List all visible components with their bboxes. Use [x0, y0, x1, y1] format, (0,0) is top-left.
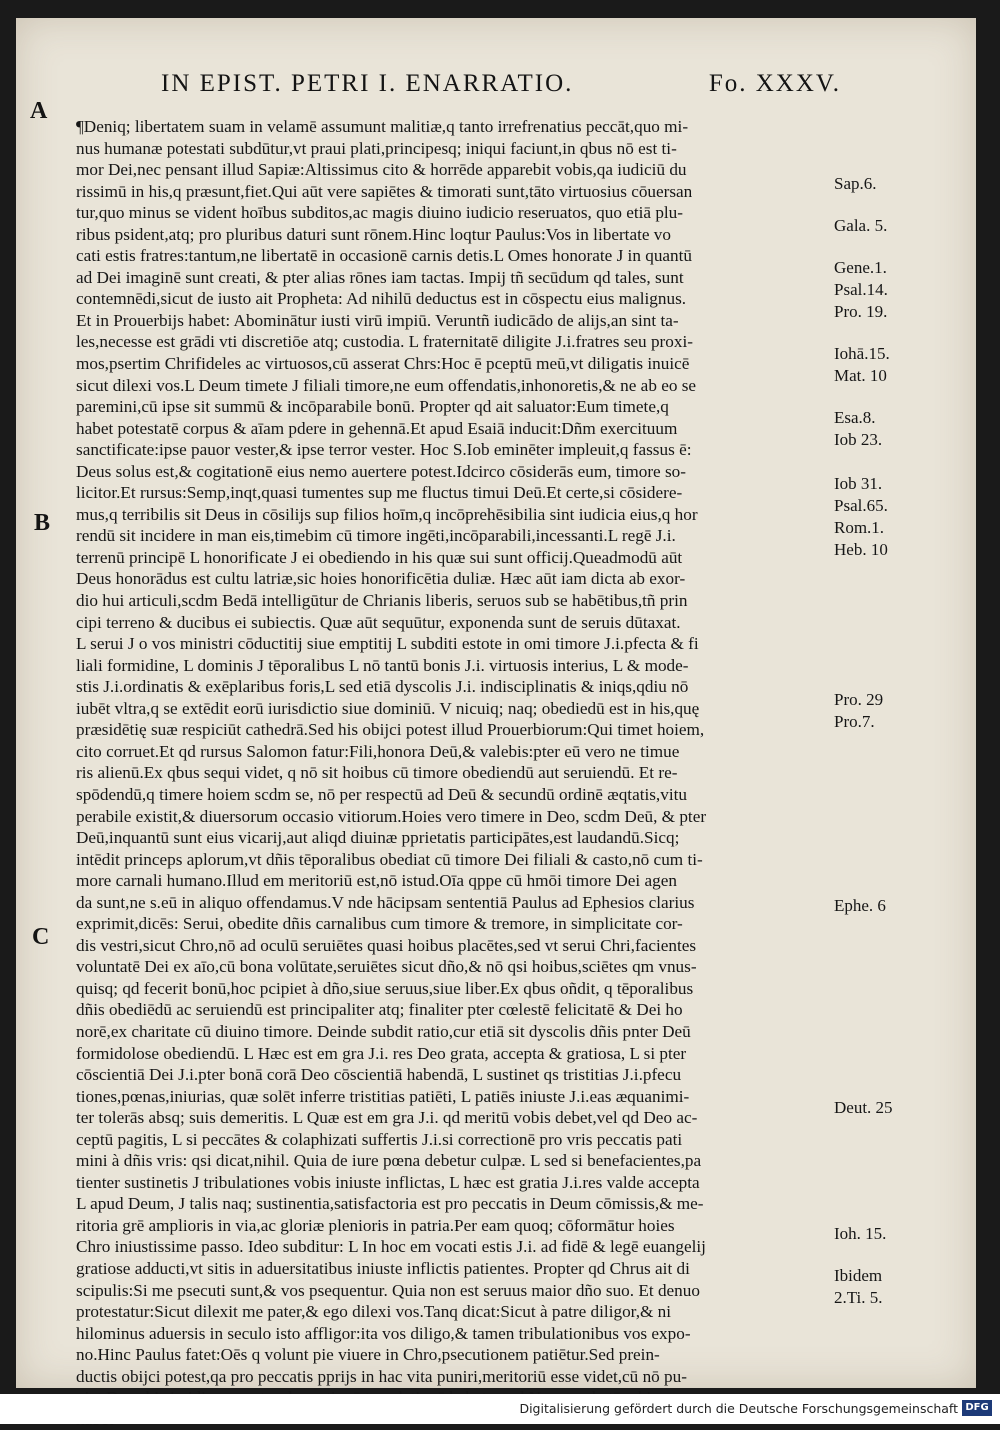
text-line: sanctificate:ipse pauor vester,& ipse terror vester. Hoc S.Iob eminēter impleuit,q fassus ē: — [76, 440, 692, 460]
book-page — [16, 18, 976, 1388]
margin-note: Ephe. 6 — [834, 896, 886, 915]
text-line: exprimit,dicēs: Serui, obedite dñis carnalibus cum timore & tremore, in simplicitate cor- — [76, 914, 683, 934]
text-line: L serui J o vos ministri cōductitij siue emptitij L subditi estote in omi timore J.i.pfecta & fi — [76, 634, 699, 654]
margin-note: Gene.1. — [834, 258, 887, 277]
text-line: voluntatē Dei ex aīo,cū bona volūtate,seruiētes sicut dño,& nō qsi hoibus,sciētes qm vnus- — [76, 957, 697, 977]
text-line: dñis obediēdū ac seruiendū est principaliter atq; finaliter pter cœlestē felicitatē & Dei ho — [76, 1000, 683, 1020]
text-line: scipulis:Si me psecuti sunt,& vos psequentur. Quia non est seruus maior dño suo. Et denuo — [76, 1280, 700, 1300]
text-line: stis J.i.ordinatis & exēplaribus foris,L sed etiā dyscolis J.i. indisciplinatis & iniqs,qdiu nō — [76, 677, 689, 697]
text-line: Chro iniustissime passo. Ideo subditur: L In hoc em vocati estis J.i. ad fidē & legē euangelij — [76, 1237, 706, 1257]
margin-note: Pro.7. — [834, 712, 875, 731]
margin-note: Ibidem — [834, 1266, 883, 1285]
footer-credit: Digitalisierung gefördert durch die Deutsche Forschungsgemeinschaft — [519, 1401, 958, 1416]
text-line: sicut dilexi vos.L Deum timete J filiali timore,ne eum offendatis,inhonoretis,& ne ab eo se — [76, 375, 697, 395]
margin-note: Esa.8. — [834, 408, 876, 427]
text-line: more carnali humano.Illud em meritoriū est,nō istud.Oīa qppe cū hmōi timore Dei agen — [76, 871, 677, 891]
text-line: dio hui articuli,scdm Bedā intelligūtur de Chrianis liberis, seruos sub se habētibus,tñ prin — [76, 591, 688, 611]
body-text — [76, 116, 828, 1396]
margin-note: Psal.14. — [834, 280, 888, 299]
text-line: nus humanæ potestati subdūtur,vt praui plati,principesq; iniqui faciunt,in qbus nō est ti- — [76, 138, 677, 158]
text-line: liali formidine, L dominis J tēporalibus L nō tantū bonis J.i. virtuosis interius, L & mode- — [76, 655, 689, 675]
margin-note: Pro. 29 — [834, 690, 884, 709]
running-title: IN EPIST. PETRI I. ENARRATIO. — [161, 70, 574, 97]
text-line: Deū,inquantū sunt eius vicarij,aut aliqd diuinæ pprietatis participātes,est laudandū.Sicq; — [76, 828, 680, 848]
text-line: quisq; qd fecerit bonū,hoc pcipiet à dño,siue seruus,siue liber.Ex qbus oñdit, q tēporalibus — [76, 978, 694, 998]
running-header — [161, 62, 841, 102]
section-marker-c: C — [32, 924, 50, 950]
text-line: mor Dei,nec pensant illud Sapiæ:Altissimus cito & horrēde apparebit vobis,qa iudiciū du — [76, 160, 687, 180]
text-line: tiones,pœnas,iniurias, quæ solēt inferre tristitias patiēti, L patiēs iniuste J.i.eas æquanimi- — [76, 1086, 690, 1106]
text-line: ribus psident,atq; pro pluribus daturi sunt rōnem.Hinc loqtur Paulus:Vos in libertate vo — [76, 224, 671, 244]
text-line: ris alienū.Ex qbus sequi videt, q nō sit hoibus cū timore obediendū aut seruiendū. Et re- — [76, 763, 678, 783]
text-line: intēdit princeps aplorum,vt dñis tēporalibus obediat cū timore Dei filiali & casto,nō cum ti- — [76, 849, 703, 869]
text-line: terrenū principē L honorificate J ei obediendo in his quæ sui sunt officij.Queadmodū aūt — [76, 547, 683, 567]
text-line: ter tolerās absq; suis demeritis. L Quæ est em gra J.i. qd meritū vobis debet,vel qd Deo ac- — [76, 1108, 698, 1128]
text-line: tur,quo minus se vident hoībus subditos,ac magis diuino iudicio reseruatos, quo etiā plu- — [76, 203, 684, 223]
text-line: no.Hinc Paulus fatet:Oēs q volunt pie viuere in Chro,psecutionem patiētur.Sed prein- — [76, 1345, 660, 1365]
margin-note: Iob 31. — [834, 474, 883, 493]
margin-note: Ioh. 15. — [834, 1224, 887, 1243]
margin-note: Iohā.15. — [834, 344, 890, 363]
text-line: habet potestatē corpus & aīam pdere in gehennā.Et apud Esaiā inducit:Dñm exercituum — [76, 418, 678, 438]
text-line: tienter sustinetis J tribulationes vobis iniuste inflictas, L hæc est gratia J.i.res valde accepta — [76, 1172, 700, 1192]
margin-note: Heb. 10 — [834, 540, 888, 559]
dfg-logo: DFG — [962, 1400, 992, 1416]
text-line: Deus solus est,& cogitationē eius nemo auertere potest.Idcirco cōsiderās eum, timore so- — [76, 461, 686, 481]
margin-note: Deut. 25 — [834, 1098, 893, 1117]
text-line: ad Dei imaginē sunt creati, & pter alias rōnes iam tactas. Impij tñ secūdum qd tales, sunt — [76, 267, 684, 287]
text-line: formidolose obediendū. L Hæc est em gra J.i. res Deo grata, accepta & gratiosa, L si pter — [76, 1043, 687, 1063]
margin-note: Psal.65. — [834, 496, 888, 515]
margin-note: Rom.1. — [834, 518, 885, 537]
text-line: dis vestri,sicut Chro,nō ad oculū seruiētes quasi hoibus placētes,sed vt serui Chri,facientes — [76, 935, 697, 955]
text-line: licitor.Et rursus:Semp,inqt,quasi tumentes sup me fluctus timui Deū.Et certe,si cōsidere- — [76, 483, 683, 503]
text-line: cito corruet.Et qd rursus Salomon fatur:Fili,honora Deū,& valebis:pter eū vero ne timue — [76, 741, 680, 761]
text-line: protestatur:Sicut dilexit me pater,& ego dilexi vos.Tanq dicat:Sicut à patre diligor,& ni — [76, 1302, 672, 1322]
text-line: Deus honorādus est cultu latriæ,sic hoies honorificētia duliæ. Hæc aūt iam dicta ab exor- — [76, 569, 686, 589]
margin-note: Iob 23. — [834, 430, 883, 449]
text-line: perabile existit,& diuersorum occasio vitiorum.Hoies vero timere in Deo, scdm Deū, & pter — [76, 806, 707, 826]
margin-note: Pro. 19. — [834, 302, 888, 321]
text-line: gratiose adducti,vt sitis in aduersitatibus iniuste inflictis patientes. Propter qd Chrus ait di — [76, 1258, 690, 1278]
text-line: L apud Deum, J talis naq; sustinentia,satisfactoria est pro peccatis in Deum cōmissis,& me- — [76, 1194, 704, 1214]
text-line: mus,q terribilis sit Deus in cōsilijs sup filios hoīm,q incōprehēsibilia sint iudicia eius,q hor — [76, 504, 698, 524]
text-line: ritoria grē amplioris in via,ac gloriæ plenioris in patria.Per eam quoq; cōformātur hoies — [76, 1215, 675, 1235]
text-line: les,necesse est grādi vti discretiōe atq; custodia. L fraternitatē diligite J.i.fratres seu proxi- — [76, 332, 693, 352]
text-line: iubēt vltra,q se extēdit eorū iurisdictio siue dominiū. V nicuiq; naq; obediedū est in his,quę — [76, 698, 700, 718]
section-marker-a: A — [30, 98, 48, 124]
text-line: hilominus aduersis in seculo isto affligor:ita vos diligo,& tamen tribulationibus vos expo- — [76, 1323, 691, 1343]
text-line: ¶Deniq; libertatem suam in velamē assumunt malitiæ,q tanto irrefrenatius peccāt,quo mi- — [76, 117, 689, 136]
text-line: ductis obijci potest,qa pro peccatis pprijs in hac vita puniri,meritoriū esse videt,cū nō pu- — [76, 1366, 687, 1386]
text-line: ceptū pagitis, L si peccātes & colaphizati suffertis J.i.si correctionē pro vris peccatis pati — [76, 1129, 683, 1149]
text-line: mini à dñis vris: qsi dicat,nihil. Quia de iure pœna debetur culpæ. L sed si benefacientes,pa — [76, 1151, 702, 1171]
text-line: norē,ex charitate cū diuino timore. Deinde subdit ratio,cur etiā sit dyscolis dñis pnter Deū — [76, 1021, 691, 1041]
section-marker-b: B — [34, 510, 51, 536]
digitization-footer — [0, 1394, 1000, 1424]
text-line: spōdendū,q timere hoiem scdm se, nō per respectū ad Deū & secundū ordinē æqtatis,vitu — [76, 784, 687, 804]
text-line: præsidētię suæ respiciūt cathedrā.Sed his obijci potest illud Prouerbiorum:Qui timet hoiem, — [76, 720, 705, 740]
text-line: rissimū in his,q præsunt,fiet.Qui aūt vere sapiētes & timorati sunt,tāto virtuosius cōuersan — [76, 181, 693, 201]
text-line: cōscientiā Dei J.i.pter bonā corā Deo cōscientiā habendā, L sustinet qs tristitias J.i.pfecu — [76, 1065, 682, 1085]
margin-note: Mat. 10 — [834, 366, 887, 385]
margin-note: Sap.6. — [834, 174, 877, 193]
text-line: cipi terreno & ducibus ei subiectis. Quæ aūt sequūtur, exponenda sunt de seruis dūtaxat. — [76, 612, 681, 632]
folio-number: Fo. XXXV. — [708, 70, 841, 97]
text-line: rendū sit incidere in man eis,timebim cū timore ingēti,incōparabili,incessanti.L regē J.i. — [76, 526, 676, 546]
margin-note: Gala. 5. — [834, 216, 888, 235]
text-line: paremini,cū ipse sit summū & incōparabile bonū. Propter qd ait saluator:Eum timete,q — [76, 397, 669, 417]
text-line: Et in Prouerbijs habet: Abominātur iusti virū impiū. Veruntñ iudicādo de alijs,an sint ta- — [76, 310, 679, 330]
text-line: cati estis fratres:tantum,ne libertatē in occasionē carnis detis.L Omes honorate J in quantū — [76, 246, 693, 266]
text-line: contemnēdi,sicut de iusto ait Propheta: Ad nihilū deductus est in cōspectu eius malignus. — [76, 289, 687, 309]
text-line: mos,psertim Chrifideles ac virtuosos,cū asserat Chrs:Hoc ē pceptū meū,vt diligatis inuicē — [76, 354, 690, 374]
text-line: da sunt,ne s.eū in aliquo offendamus.V nde hācipsam sententiā Paulus ad Ephesios clarius — [76, 892, 695, 912]
margin-note: 2.Ti. 5. — [834, 1288, 883, 1307]
